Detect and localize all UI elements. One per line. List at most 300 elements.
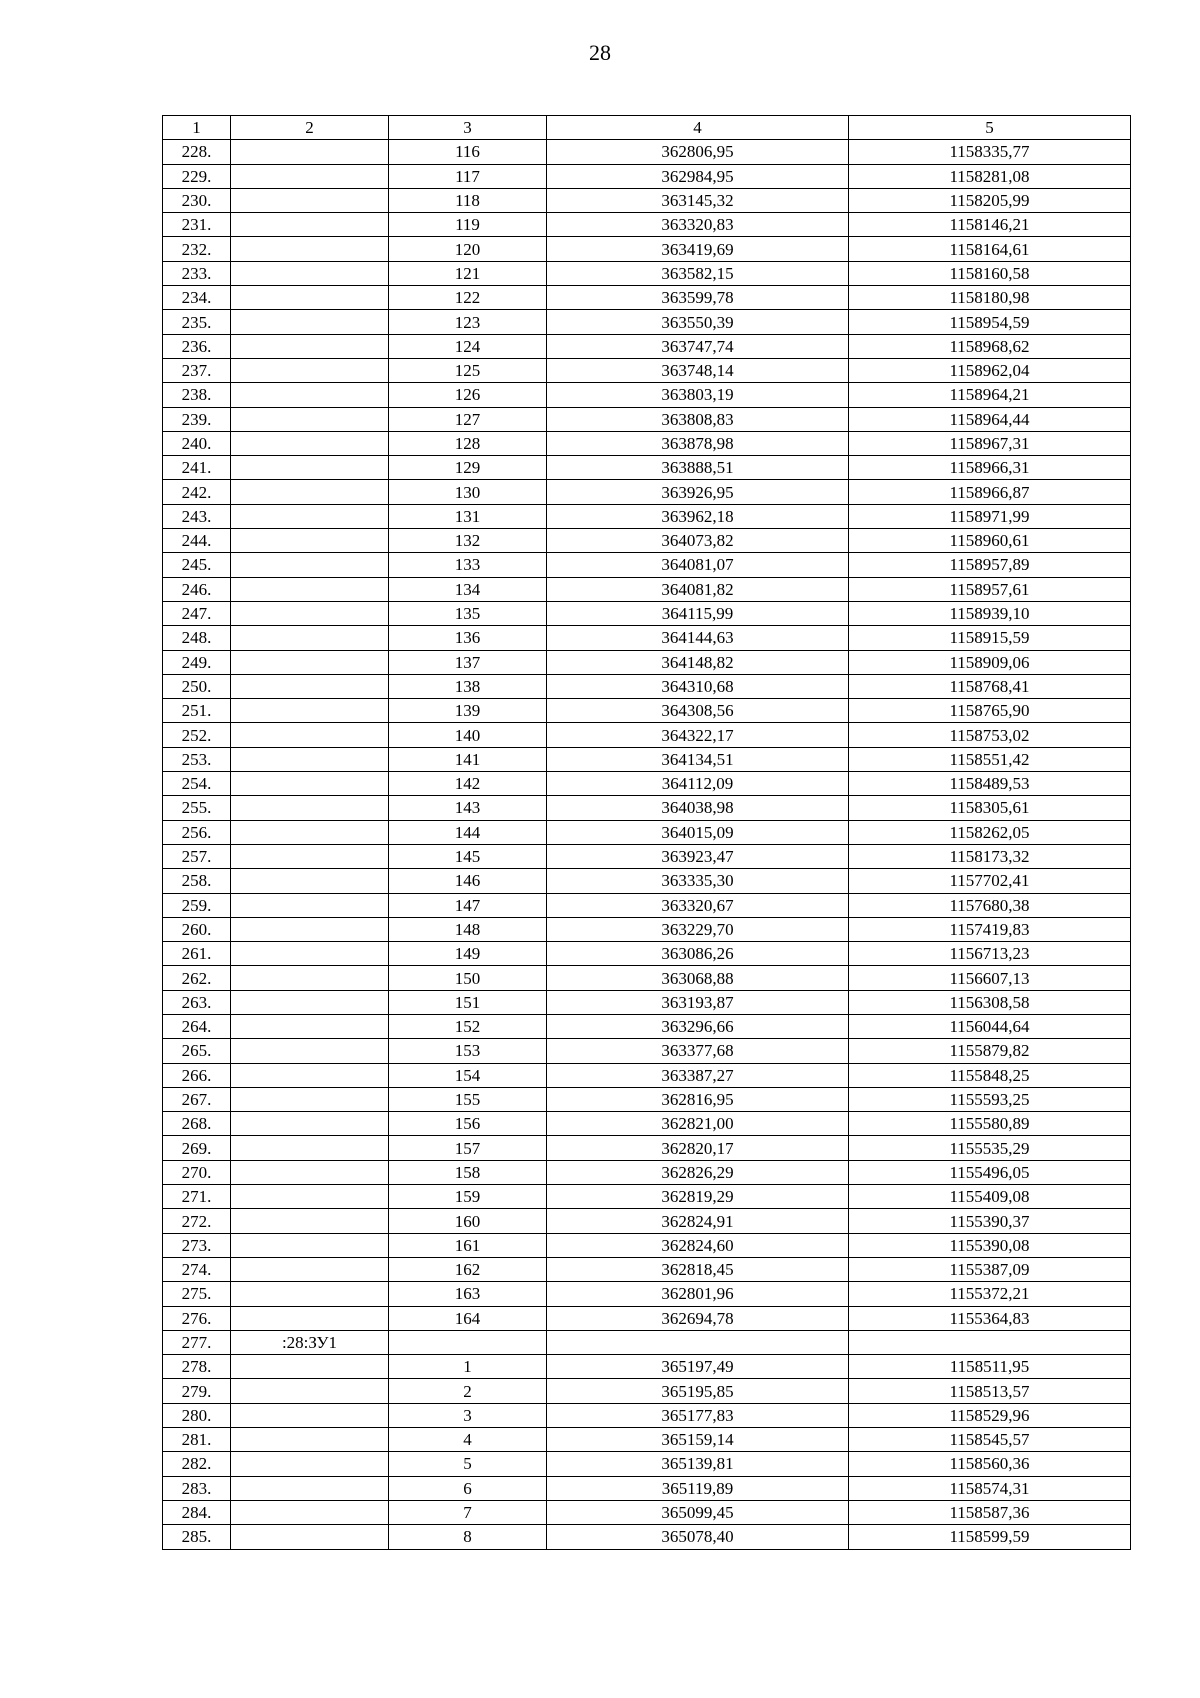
y-coordinate-cell: 1158964,21 <box>849 383 1131 407</box>
y-coordinate-cell: 1158281,08 <box>849 164 1131 188</box>
row-number-cell: 261. <box>163 942 231 966</box>
table-row <box>163 1087 1131 1111</box>
y-coordinate-cell: 1158513,57 <box>849 1379 1131 1403</box>
row-number-cell: 255. <box>163 796 231 820</box>
table-row <box>163 1282 1131 1306</box>
point-number-cell: 130 <box>389 480 547 504</box>
column-header-5: 5 <box>849 116 1131 140</box>
row-number-cell: 236. <box>163 334 231 358</box>
table-row <box>163 383 1131 407</box>
row-number-cell: 251. <box>163 699 231 723</box>
x-coordinate-cell: 362820,17 <box>547 1136 849 1160</box>
row-number-cell: 238. <box>163 383 231 407</box>
y-coordinate-cell: 1158160,58 <box>849 261 1131 285</box>
y-coordinate-cell: 1158529,96 <box>849 1403 1131 1427</box>
point-number-cell: 125 <box>389 358 547 382</box>
y-coordinate-cell: 1158915,59 <box>849 626 1131 650</box>
row-number-cell: 262. <box>163 966 231 990</box>
point-number-cell: 121 <box>389 261 547 285</box>
row-number-cell: 285. <box>163 1525 231 1549</box>
table-row <box>163 1233 1131 1257</box>
row-number-cell: 243. <box>163 504 231 528</box>
point-number-cell: 161 <box>389 1233 547 1257</box>
parcel-cell <box>231 577 389 601</box>
y-coordinate-cell: 1158966,87 <box>849 480 1131 504</box>
parcel-cell <box>231 1087 389 1111</box>
y-coordinate-cell: 1158939,10 <box>849 601 1131 625</box>
table-row <box>163 796 1131 820</box>
row-number-cell: 260. <box>163 917 231 941</box>
table-row <box>163 747 1131 771</box>
row-number-cell: 259. <box>163 893 231 917</box>
x-coordinate-cell: 362824,91 <box>547 1209 849 1233</box>
table-row <box>163 1257 1131 1281</box>
row-number-cell: 277. <box>163 1330 231 1354</box>
point-number-cell: 6 <box>389 1476 547 1500</box>
point-number-cell: 157 <box>389 1136 547 1160</box>
parcel-cell <box>231 431 389 455</box>
point-number-cell: 164 <box>389 1306 547 1330</box>
point-number-cell: 8 <box>389 1525 547 1549</box>
table-row <box>163 1039 1131 1063</box>
x-coordinate-cell: 362806,95 <box>547 140 849 164</box>
parcel-cell <box>231 966 389 990</box>
point-number-cell: 124 <box>389 334 547 358</box>
row-number-cell: 247. <box>163 601 231 625</box>
parcel-cell <box>231 1112 389 1136</box>
x-coordinate-cell: 362694,78 <box>547 1306 849 1330</box>
point-number-cell: 150 <box>389 966 547 990</box>
y-coordinate-cell: 1158164,61 <box>849 237 1131 261</box>
point-number-cell: 134 <box>389 577 547 601</box>
table-row <box>163 1428 1131 1452</box>
y-coordinate-cell: 1158967,31 <box>849 431 1131 455</box>
parcel-cell <box>231 140 389 164</box>
parcel-cell <box>231 1136 389 1160</box>
parcel-cell <box>231 772 389 796</box>
parcel-cell <box>231 699 389 723</box>
row-number-cell: 267. <box>163 1087 231 1111</box>
y-coordinate-cell: 1158765,90 <box>849 699 1131 723</box>
x-coordinate-cell: 362819,29 <box>547 1185 849 1209</box>
table-row <box>163 650 1131 674</box>
table-row <box>163 164 1131 188</box>
table-row <box>163 480 1131 504</box>
x-coordinate-cell: 363387,27 <box>547 1063 849 1087</box>
y-coordinate-cell <box>849 1330 1131 1354</box>
y-coordinate-cell: 1158753,02 <box>849 723 1131 747</box>
row-number-cell: 241. <box>163 456 231 480</box>
point-number-cell: 146 <box>389 869 547 893</box>
point-number-cell: 162 <box>389 1257 547 1281</box>
x-coordinate-cell: 363320,67 <box>547 893 849 917</box>
table-row <box>163 1112 1131 1136</box>
parcel-cell <box>231 820 389 844</box>
row-number-cell: 274. <box>163 1257 231 1281</box>
parcel-cell <box>231 1014 389 1038</box>
parcel-cell <box>231 650 389 674</box>
row-number-cell: 237. <box>163 358 231 382</box>
table-row <box>163 699 1131 723</box>
x-coordinate-cell: 364015,09 <box>547 820 849 844</box>
x-coordinate-cell: 362984,95 <box>547 164 849 188</box>
parcel-cell <box>231 188 389 212</box>
row-number-cell: 269. <box>163 1136 231 1160</box>
x-coordinate-cell: 363550,39 <box>547 310 849 334</box>
y-coordinate-cell: 1158964,44 <box>849 407 1131 431</box>
parcel-cell <box>231 553 389 577</box>
row-number-cell: 244. <box>163 529 231 553</box>
x-coordinate-cell: 363335,30 <box>547 869 849 893</box>
parcel-cell <box>231 796 389 820</box>
y-coordinate-cell: 1156308,58 <box>849 990 1131 1014</box>
table-body <box>163 140 1131 1549</box>
parcel-cell <box>231 1160 389 1184</box>
parcel-cell <box>231 1379 389 1403</box>
point-number-cell: 137 <box>389 650 547 674</box>
table-row <box>163 1063 1131 1087</box>
table-header <box>163 116 1131 140</box>
parcel-cell <box>231 164 389 188</box>
point-number-cell <box>389 1330 547 1354</box>
table-row <box>163 844 1131 868</box>
parcel-cell <box>231 893 389 917</box>
y-coordinate-cell: 1155372,21 <box>849 1282 1131 1306</box>
column-header-4: 4 <box>547 116 849 140</box>
y-coordinate-cell: 1155387,09 <box>849 1257 1131 1281</box>
x-coordinate-cell: 362824,60 <box>547 1233 849 1257</box>
point-number-cell: 155 <box>389 1087 547 1111</box>
table-row <box>163 577 1131 601</box>
parcel-cell <box>231 869 389 893</box>
point-number-cell: 160 <box>389 1209 547 1233</box>
y-coordinate-cell: 1158262,05 <box>849 820 1131 844</box>
parcel-cell <box>231 1428 389 1452</box>
parcel-cell <box>231 1185 389 1209</box>
point-number-cell: 5 <box>389 1452 547 1476</box>
table-row <box>163 942 1131 966</box>
table-row <box>163 529 1131 553</box>
parcel-cell <box>231 456 389 480</box>
row-number-cell: 254. <box>163 772 231 796</box>
y-coordinate-cell: 1158966,31 <box>849 456 1131 480</box>
y-coordinate-cell: 1155364,83 <box>849 1306 1131 1330</box>
point-number-cell: 3 <box>389 1403 547 1427</box>
y-coordinate-cell: 1155593,25 <box>849 1087 1131 1111</box>
row-number-cell: 279. <box>163 1379 231 1403</box>
x-coordinate-cell: 364308,56 <box>547 699 849 723</box>
y-coordinate-cell: 1158768,41 <box>849 674 1131 698</box>
y-coordinate-cell: 1158962,04 <box>849 358 1131 382</box>
row-number-cell: 272. <box>163 1209 231 1233</box>
x-coordinate-cell: 365177,83 <box>547 1403 849 1427</box>
parcel-cell <box>231 213 389 237</box>
point-number-cell: 153 <box>389 1039 547 1063</box>
y-coordinate-cell: 1158560,36 <box>849 1452 1131 1476</box>
x-coordinate-cell: 364038,98 <box>547 796 849 820</box>
table-row <box>163 1014 1131 1038</box>
y-coordinate-cell: 1155848,25 <box>849 1063 1131 1087</box>
row-number-cell: 230. <box>163 188 231 212</box>
x-coordinate-cell: 362818,45 <box>547 1257 849 1281</box>
table-row <box>163 261 1131 285</box>
parcel-cell <box>231 942 389 966</box>
x-coordinate-cell: 363068,88 <box>547 966 849 990</box>
x-coordinate-cell: 362801,96 <box>547 1282 849 1306</box>
point-number-cell: 135 <box>389 601 547 625</box>
row-number-cell: 245. <box>163 553 231 577</box>
table-row <box>163 140 1131 164</box>
y-coordinate-cell: 1157680,38 <box>849 893 1131 917</box>
y-coordinate-cell: 1155390,37 <box>849 1209 1131 1233</box>
x-coordinate-cell: 363808,83 <box>547 407 849 431</box>
point-number-cell: 131 <box>389 504 547 528</box>
y-coordinate-cell: 1158574,31 <box>849 1476 1131 1500</box>
point-number-cell: 140 <box>389 723 547 747</box>
table-row <box>163 674 1131 698</box>
x-coordinate-cell: 363888,51 <box>547 456 849 480</box>
y-coordinate-cell: 1158599,59 <box>849 1525 1131 1549</box>
parcel-cell <box>231 407 389 431</box>
row-number-cell: 257. <box>163 844 231 868</box>
table-row <box>163 1355 1131 1379</box>
point-number-cell: 163 <box>389 1282 547 1306</box>
column-header-1: 1 <box>163 116 231 140</box>
point-number-cell: 154 <box>389 1063 547 1087</box>
table-row <box>163 966 1131 990</box>
parcel-cell <box>231 1525 389 1549</box>
x-coordinate-cell: 365139,81 <box>547 1452 849 1476</box>
row-number-cell: 266. <box>163 1063 231 1087</box>
point-number-cell: 147 <box>389 893 547 917</box>
y-coordinate-cell: 1158173,32 <box>849 844 1131 868</box>
point-number-cell: 7 <box>389 1500 547 1524</box>
x-coordinate-cell: 365197,49 <box>547 1355 849 1379</box>
x-coordinate-cell: 364144,63 <box>547 626 849 650</box>
parcel-cell <box>231 1233 389 1257</box>
point-number-cell: 116 <box>389 140 547 164</box>
row-number-cell: 253. <box>163 747 231 771</box>
coordinates-table <box>162 115 1131 1550</box>
x-coordinate-cell: 365195,85 <box>547 1379 849 1403</box>
point-number-cell: 151 <box>389 990 547 1014</box>
point-number-cell: 4 <box>389 1428 547 1452</box>
parcel-cell <box>231 601 389 625</box>
point-number-cell: 133 <box>389 553 547 577</box>
page-number: 28 <box>589 40 611 65</box>
row-number-cell: 264. <box>163 1014 231 1038</box>
x-coordinate-cell: 363747,74 <box>547 334 849 358</box>
point-number-cell: 1 <box>389 1355 547 1379</box>
table-row <box>163 1136 1131 1160</box>
y-coordinate-cell: 1156713,23 <box>849 942 1131 966</box>
y-coordinate-cell: 1155879,82 <box>849 1039 1131 1063</box>
table-row <box>163 869 1131 893</box>
x-coordinate-cell: 362821,00 <box>547 1112 849 1136</box>
parcel-cell <box>231 1209 389 1233</box>
x-coordinate-cell: 363145,32 <box>547 188 849 212</box>
parcel-cell <box>231 504 389 528</box>
x-coordinate-cell: 363419,69 <box>547 237 849 261</box>
point-number-cell: 144 <box>389 820 547 844</box>
x-coordinate-cell: 363377,68 <box>547 1039 849 1063</box>
row-number-cell: 263. <box>163 990 231 1014</box>
point-number-cell: 123 <box>389 310 547 334</box>
row-number-cell: 258. <box>163 869 231 893</box>
row-number-cell: 232. <box>163 237 231 261</box>
parcel-cell <box>231 261 389 285</box>
y-coordinate-cell: 1158511,95 <box>849 1355 1131 1379</box>
point-number-cell: 117 <box>389 164 547 188</box>
point-number-cell: 145 <box>389 844 547 868</box>
table-row <box>163 334 1131 358</box>
parcel-cell <box>231 237 389 261</box>
parcel-cell <box>231 334 389 358</box>
parcel-cell <box>231 1257 389 1281</box>
y-coordinate-cell: 1158489,53 <box>849 772 1131 796</box>
point-number-cell: 158 <box>389 1160 547 1184</box>
table-row <box>163 310 1131 334</box>
row-number-cell: 234. <box>163 286 231 310</box>
y-coordinate-cell: 1158954,59 <box>849 310 1131 334</box>
parcel-cell <box>231 1063 389 1087</box>
y-coordinate-cell: 1158335,77 <box>849 140 1131 164</box>
point-number-cell: 138 <box>389 674 547 698</box>
y-coordinate-cell: 1158909,06 <box>849 650 1131 674</box>
x-coordinate-cell: 365078,40 <box>547 1525 849 1549</box>
x-coordinate-cell: 363923,47 <box>547 844 849 868</box>
x-coordinate-cell <box>547 1330 849 1354</box>
y-coordinate-cell: 1158146,21 <box>849 213 1131 237</box>
parcel-cell <box>231 1403 389 1427</box>
row-number-cell: 239. <box>163 407 231 431</box>
x-coordinate-cell: 363878,98 <box>547 431 849 455</box>
x-coordinate-cell: 363803,19 <box>547 383 849 407</box>
parcel-cell <box>231 358 389 382</box>
parcel-cell: :28:ЗУ1 <box>231 1330 389 1354</box>
x-coordinate-cell: 364322,17 <box>547 723 849 747</box>
x-coordinate-cell: 365099,45 <box>547 1500 849 1524</box>
table-row <box>163 1403 1131 1427</box>
header-row <box>163 116 1131 140</box>
table-row <box>163 1500 1131 1524</box>
point-number-cell: 132 <box>389 529 547 553</box>
point-number-cell: 122 <box>389 286 547 310</box>
row-number-cell: 273. <box>163 1233 231 1257</box>
y-coordinate-cell: 1158587,36 <box>849 1500 1131 1524</box>
x-coordinate-cell: 363748,14 <box>547 358 849 382</box>
parcel-cell <box>231 1355 389 1379</box>
row-number-cell: 281. <box>163 1428 231 1452</box>
x-coordinate-cell: 365159,14 <box>547 1428 849 1452</box>
parcel-cell <box>231 529 389 553</box>
x-coordinate-cell: 364081,82 <box>547 577 849 601</box>
y-coordinate-cell: 1158957,89 <box>849 553 1131 577</box>
table-row <box>163 1209 1131 1233</box>
table-row <box>163 504 1131 528</box>
parcel-cell <box>231 1500 389 1524</box>
x-coordinate-cell: 364310,68 <box>547 674 849 698</box>
table-row <box>163 358 1131 382</box>
point-number-cell: 149 <box>389 942 547 966</box>
point-number-cell: 129 <box>389 456 547 480</box>
row-number-cell: 229. <box>163 164 231 188</box>
row-number-cell: 242. <box>163 480 231 504</box>
y-coordinate-cell: 1158971,99 <box>849 504 1131 528</box>
row-number-cell: 271. <box>163 1185 231 1209</box>
point-number-cell: 156 <box>389 1112 547 1136</box>
point-number-cell: 143 <box>389 796 547 820</box>
x-coordinate-cell: 362816,95 <box>547 1087 849 1111</box>
row-number-cell: 250. <box>163 674 231 698</box>
table-row <box>163 407 1131 431</box>
y-coordinate-cell: 1157419,83 <box>849 917 1131 941</box>
parcel-cell <box>231 480 389 504</box>
row-number-cell: 249. <box>163 650 231 674</box>
table-row <box>163 1306 1131 1330</box>
parcel-cell <box>231 286 389 310</box>
row-number-cell: 283. <box>163 1476 231 1500</box>
row-number-cell: 228. <box>163 140 231 164</box>
parcel-cell <box>231 917 389 941</box>
row-number-cell: 282. <box>163 1452 231 1476</box>
y-coordinate-cell: 1155496,05 <box>849 1160 1131 1184</box>
table-row <box>163 286 1131 310</box>
y-coordinate-cell: 1158957,61 <box>849 577 1131 601</box>
x-coordinate-cell: 363582,15 <box>547 261 849 285</box>
point-number-cell: 148 <box>389 917 547 941</box>
y-coordinate-cell: 1158960,61 <box>849 529 1131 553</box>
table-row <box>163 1379 1131 1403</box>
x-coordinate-cell: 363962,18 <box>547 504 849 528</box>
point-number-cell: 159 <box>389 1185 547 1209</box>
x-coordinate-cell: 364112,09 <box>547 772 849 796</box>
x-coordinate-cell: 364115,99 <box>547 601 849 625</box>
table-row <box>163 553 1131 577</box>
row-number-cell: 280. <box>163 1403 231 1427</box>
point-number-cell: 119 <box>389 213 547 237</box>
y-coordinate-cell: 1158551,42 <box>849 747 1131 771</box>
y-coordinate-cell: 1158968,62 <box>849 334 1131 358</box>
x-coordinate-cell: 362826,29 <box>547 1160 849 1184</box>
row-number-cell: 235. <box>163 310 231 334</box>
parcel-cell <box>231 1039 389 1063</box>
y-coordinate-cell: 1155535,29 <box>849 1136 1131 1160</box>
x-coordinate-cell: 364081,07 <box>547 553 849 577</box>
parcel-cell <box>231 723 389 747</box>
parcel-cell <box>231 747 389 771</box>
x-coordinate-cell: 363926,95 <box>547 480 849 504</box>
point-number-cell: 126 <box>389 383 547 407</box>
row-number-cell: 275. <box>163 1282 231 1306</box>
y-coordinate-cell: 1158180,98 <box>849 286 1131 310</box>
x-coordinate-cell: 364134,51 <box>547 747 849 771</box>
row-number-cell: 248. <box>163 626 231 650</box>
table-row <box>163 1476 1131 1500</box>
point-number-cell: 152 <box>389 1014 547 1038</box>
table-row <box>163 213 1131 237</box>
y-coordinate-cell: 1157702,41 <box>849 869 1131 893</box>
x-coordinate-cell: 364148,82 <box>547 650 849 674</box>
table-row <box>163 456 1131 480</box>
parcel-cell <box>231 1476 389 1500</box>
table-row <box>163 772 1131 796</box>
table-row <box>163 1452 1131 1476</box>
x-coordinate-cell: 363086,26 <box>547 942 849 966</box>
table-row <box>163 1330 1131 1354</box>
table-row <box>163 626 1131 650</box>
row-number-cell: 268. <box>163 1112 231 1136</box>
